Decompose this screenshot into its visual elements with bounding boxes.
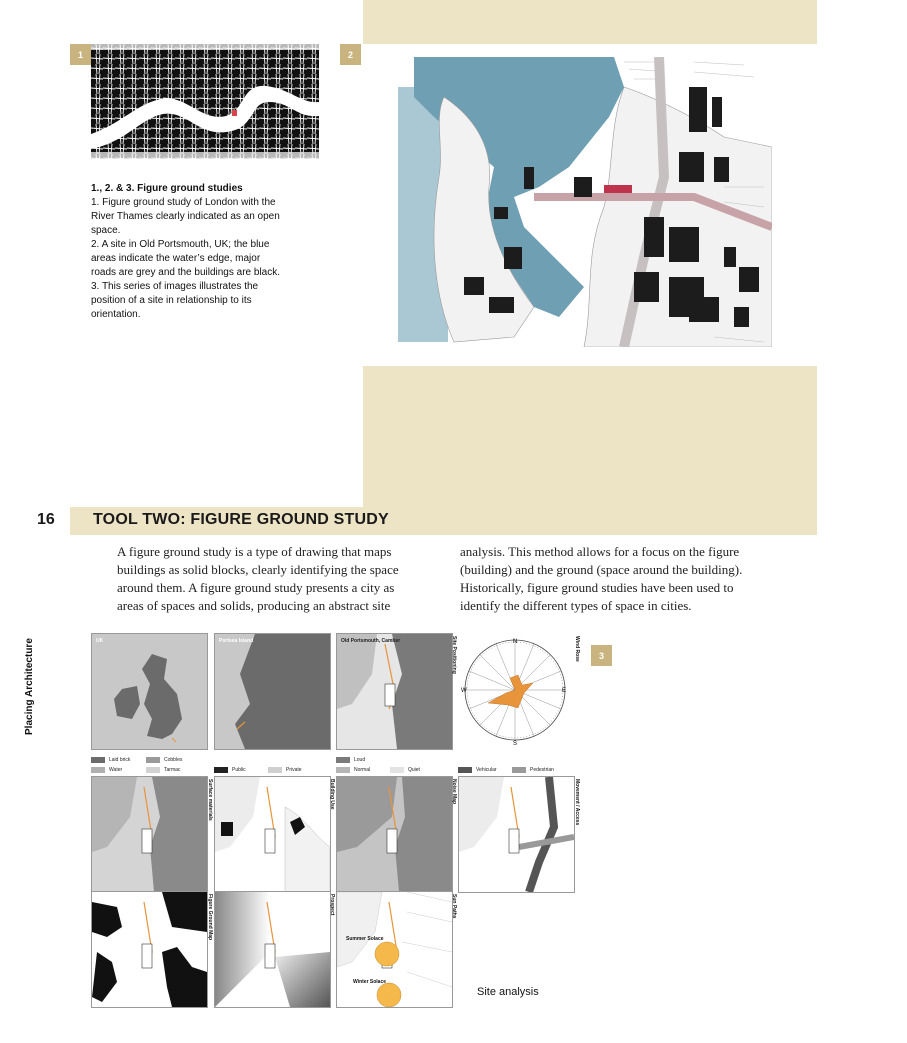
label-building-use: Building Use (329, 779, 335, 810)
legend-pedestrian: Pedestrian (512, 767, 554, 773)
middle-beige-block (363, 366, 817, 507)
caption-line: 3. This series of images illustrates the (91, 281, 259, 292)
panel-surface-materials (91, 776, 208, 893)
legend-private: Private (268, 767, 302, 773)
body-line: (building) and the ground (space around the building). (460, 562, 743, 577)
body-text-right-column (460, 543, 810, 615)
side-running-label: Placing Architecture (24, 638, 35, 735)
panel-label-old-portsmouth: Old Portsmouth, Camber (341, 638, 401, 644)
compass-w: W (461, 688, 467, 694)
page-number: 16 (37, 511, 55, 528)
caption-line: position of a site in relationship to its (91, 295, 252, 306)
panel-uk-map (91, 633, 208, 750)
legend-quiet: Quiet (390, 767, 420, 773)
body-line: analysis. This method allows for a focus on the figure (460, 544, 740, 559)
panel-building-use (214, 776, 331, 893)
label-sun-paths: Sun Paths (451, 894, 457, 919)
label-winter-solace: Winter Solace (353, 979, 387, 985)
section-title: TOOL TWO: FIGURE GROUND STUDY (93, 511, 389, 528)
compass-n: N (513, 639, 518, 645)
legend-tarmac: Tarmac (146, 767, 180, 773)
legend-laid-brick: Laid brick (91, 757, 130, 763)
portsmouth-site-map (394, 57, 772, 347)
label-movement-access: Movement / Access (574, 779, 580, 826)
figure-tag-2: 2 (340, 44, 361, 65)
legend-public: Public (214, 767, 246, 773)
label-wind-rose: Wind Rose (574, 636, 580, 662)
caption-line: 1. Figure ground study of London with the (91, 197, 276, 208)
body-line: Historically, figure ground studies have been used to (460, 580, 734, 595)
label-figure-ground-map: Figure Ground Map (207, 894, 213, 941)
caption-line: River Thames clearly indicated as an open (91, 211, 280, 222)
legend-normal: Normal (336, 767, 370, 773)
caption-title: 1., 2. & 3. Figure ground studies (91, 183, 243, 194)
body-line: A figure ground study is a type of drawing that maps (117, 544, 392, 559)
legend-loud: Loud (336, 757, 365, 763)
panel-prospect (214, 891, 331, 1008)
legend-cobbles: Cobbles (146, 757, 182, 763)
label-summer-solace: Summer Solace (346, 936, 384, 942)
figure-tag-1: 1 (70, 44, 91, 65)
caption-line: 2. A site in Old Portsmouth, UK; the blue (91, 239, 270, 250)
label-site-positioning: Site Positioning (451, 636, 457, 674)
body-line: buildings as solid blocks, clearly identifying the space (117, 562, 399, 577)
panel-movement-access (458, 776, 575, 893)
body-line: around them. A figure ground study presents a city as (117, 580, 395, 595)
legend-water: Water (91, 767, 122, 773)
top-beige-band (363, 0, 817, 44)
caption-line: orientation. (91, 309, 141, 320)
body-line: identify the different types of space in cities. (460, 598, 692, 613)
caption-line: areas indicate the water’s edge, major (91, 253, 261, 264)
site-analysis-label: Site analysis (477, 986, 539, 998)
figure-caption (91, 182, 321, 322)
wind-rose (458, 633, 573, 748)
compass-e: E (562, 688, 567, 694)
panel-label-uk: UK (96, 638, 104, 644)
panel-sun-paths (336, 891, 453, 1008)
label-surface-materials: Surface materials (207, 779, 213, 821)
panel-figure-ground-map (91, 891, 208, 1008)
caption-line: roads are grey and the buildings are black. (91, 267, 281, 278)
label-prospect: Prospect (329, 894, 335, 916)
caption-line: space. (91, 225, 121, 236)
panel-portsea-island (214, 633, 331, 750)
label-noise-map: Noise Map (451, 779, 457, 805)
panel-old-portsmouth (336, 633, 453, 750)
compass-s: S (513, 741, 518, 747)
legend-vehicular: Vehicular (458, 767, 497, 773)
body-line: areas of spaces and solids, producing an abstract site (117, 598, 391, 613)
panel-noise-map (336, 776, 453, 893)
panel-label-portsea: Portsea Island (219, 638, 254, 644)
london-figure-ground-map (91, 44, 319, 159)
body-text-left-column (117, 543, 447, 615)
figure-tag-3: 3 (591, 645, 612, 666)
